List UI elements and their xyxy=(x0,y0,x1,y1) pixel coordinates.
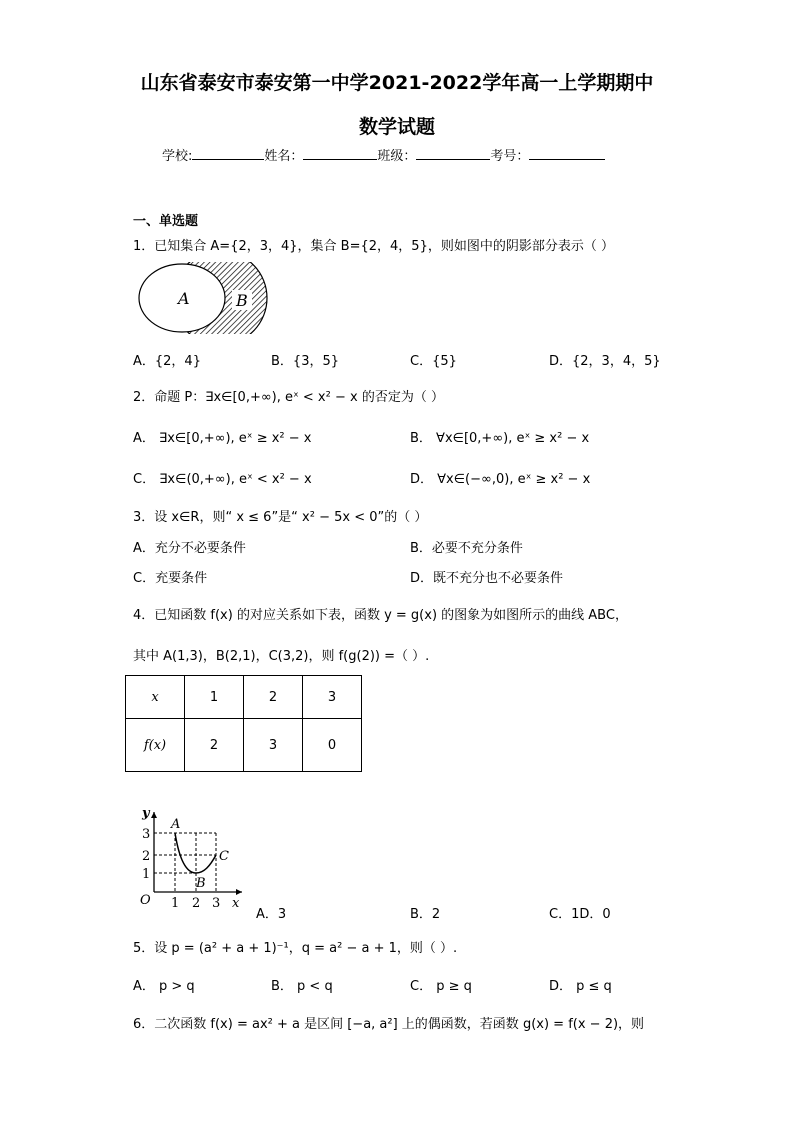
school-label: 学校: xyxy=(162,149,193,164)
point-label-a: A xyxy=(171,817,181,832)
table-row xyxy=(126,719,362,772)
q4-function-table xyxy=(125,675,362,772)
venn-label-a: A xyxy=(178,289,190,308)
paper-title-line1: 山东省泰安市泰安第一中学2021-2022学年高一上学期期中 xyxy=(140,72,654,94)
q1-option-b[interactable]: B．{3，5} xyxy=(271,354,340,369)
table-cell: 3 xyxy=(303,676,362,719)
q4-stem-line2: 其中 A(1,3)，B(2,1)，C(3,2)，则 f(g(2)) =（ ）. xyxy=(133,649,430,664)
student-info-row xyxy=(162,145,605,164)
point-label-b: B xyxy=(196,876,206,891)
name-blank[interactable] xyxy=(303,147,377,160)
q5-option-b[interactable]: B． p < q xyxy=(271,979,333,994)
q2-option-b[interactable]: B． ∀x∈[0,+∞), eˣ ≥ x² − x xyxy=(410,431,590,446)
table-row xyxy=(126,676,362,719)
q5-option-c[interactable]: C． p ≥ q xyxy=(410,979,472,994)
origin-label: O xyxy=(140,893,151,908)
q1-option-d[interactable]: D．{2，3，4，5} xyxy=(549,354,661,369)
q3-option-b[interactable]: B．必要不充分条件 xyxy=(410,541,523,556)
section-heading: 一、单选题 xyxy=(133,214,199,229)
x-tick-3: 3 xyxy=(212,896,221,911)
y-axis-label: y xyxy=(142,806,150,821)
name-label: 姓名： xyxy=(264,149,304,164)
table-header-fx: f(x) xyxy=(126,719,185,772)
y-axis-arrow-icon xyxy=(151,812,157,818)
q3-option-d[interactable]: D．既不充分也不必要条件 xyxy=(410,571,564,586)
q1-venn-diagram xyxy=(136,262,272,334)
venn-label-b: B xyxy=(236,291,248,310)
q3-option-a[interactable]: A．充分不必要条件 xyxy=(133,541,246,556)
q1-option-c[interactable]: C．{5} xyxy=(410,354,457,369)
class-label: 班级： xyxy=(377,149,417,164)
y-tick-1: 1 xyxy=(142,867,151,882)
q3-option-c[interactable]: C．充要条件 xyxy=(133,571,208,586)
number-label: 考号： xyxy=(490,149,530,164)
x-axis-label: x xyxy=(232,896,240,911)
q3-stem: 3．设 x∈R，则“ x ≤ 6”是“ x² − 5x < 0”的（ ） xyxy=(133,510,428,525)
table-cell: 2 xyxy=(244,676,303,719)
table-cell: 0 xyxy=(303,719,362,772)
table-cell: 3 xyxy=(244,719,303,772)
class-blank[interactable] xyxy=(416,147,490,160)
table-header-x: x xyxy=(126,676,185,719)
q5-stem: 5．设 p = (a² + a + 1)⁻¹，q = a² − a + 1，则（ ）. xyxy=(133,941,458,956)
q6-stem: 6．二次函数 f(x) = ax² + a 是区间 [−a, a²] 上的偶函数，若函数 g(x) = f(x − 2)，则 xyxy=(133,1017,645,1032)
q1-stem: 1．已知集合 A={2，3，4}，集合 B={2，4，5}，则如图中的阴影部分表示（ ） xyxy=(133,239,614,254)
q2-option-c[interactable]: C． ∃x∈(0,+∞), eˣ < x² − x xyxy=(133,472,312,487)
number-blank[interactable] xyxy=(529,147,605,160)
point-label-c: C xyxy=(219,849,229,864)
q5-option-d[interactable]: D． p ≤ q xyxy=(549,979,612,994)
paper-title-line2: 数学试题 xyxy=(358,116,435,138)
q4-stem-line1: 4．已知函数 f(x) 的对应关系如下表，函数 y = g(x) 的图象为如图所示的曲线 ABC， xyxy=(133,608,628,623)
q2-stem: 2．命题 P：∃x∈[0,+∞), eˣ < x² − x 的否定为（ ） xyxy=(133,390,444,405)
q5-option-a[interactable]: A． p > q xyxy=(133,979,195,994)
q4-option-a[interactable]: A．3 xyxy=(256,907,287,922)
x-tick-2: 2 xyxy=(192,896,201,911)
q4-function-graph xyxy=(134,806,249,912)
x-axis-arrow-icon xyxy=(236,889,242,895)
y-tick-2: 2 xyxy=(142,849,151,864)
x-tick-1: 1 xyxy=(171,896,180,911)
q4-option-b[interactable]: B．2 xyxy=(410,907,441,922)
q1-option-a[interactable]: A．{2，4} xyxy=(133,354,201,369)
table-cell: 2 xyxy=(185,719,244,772)
school-blank[interactable] xyxy=(192,147,264,160)
table-cell: 1 xyxy=(185,676,244,719)
q2-option-d[interactable]: D． ∀x∈(−∞,0), eˣ ≥ x² − x xyxy=(410,472,591,487)
dashed-guides xyxy=(154,833,216,892)
y-tick-3: 3 xyxy=(142,827,151,842)
q4-option-c-d[interactable]: C．1D．0 xyxy=(549,907,611,922)
q2-option-a[interactable]: A． ∃x∈[0,+∞), eˣ ≥ x² − x xyxy=(133,431,312,446)
